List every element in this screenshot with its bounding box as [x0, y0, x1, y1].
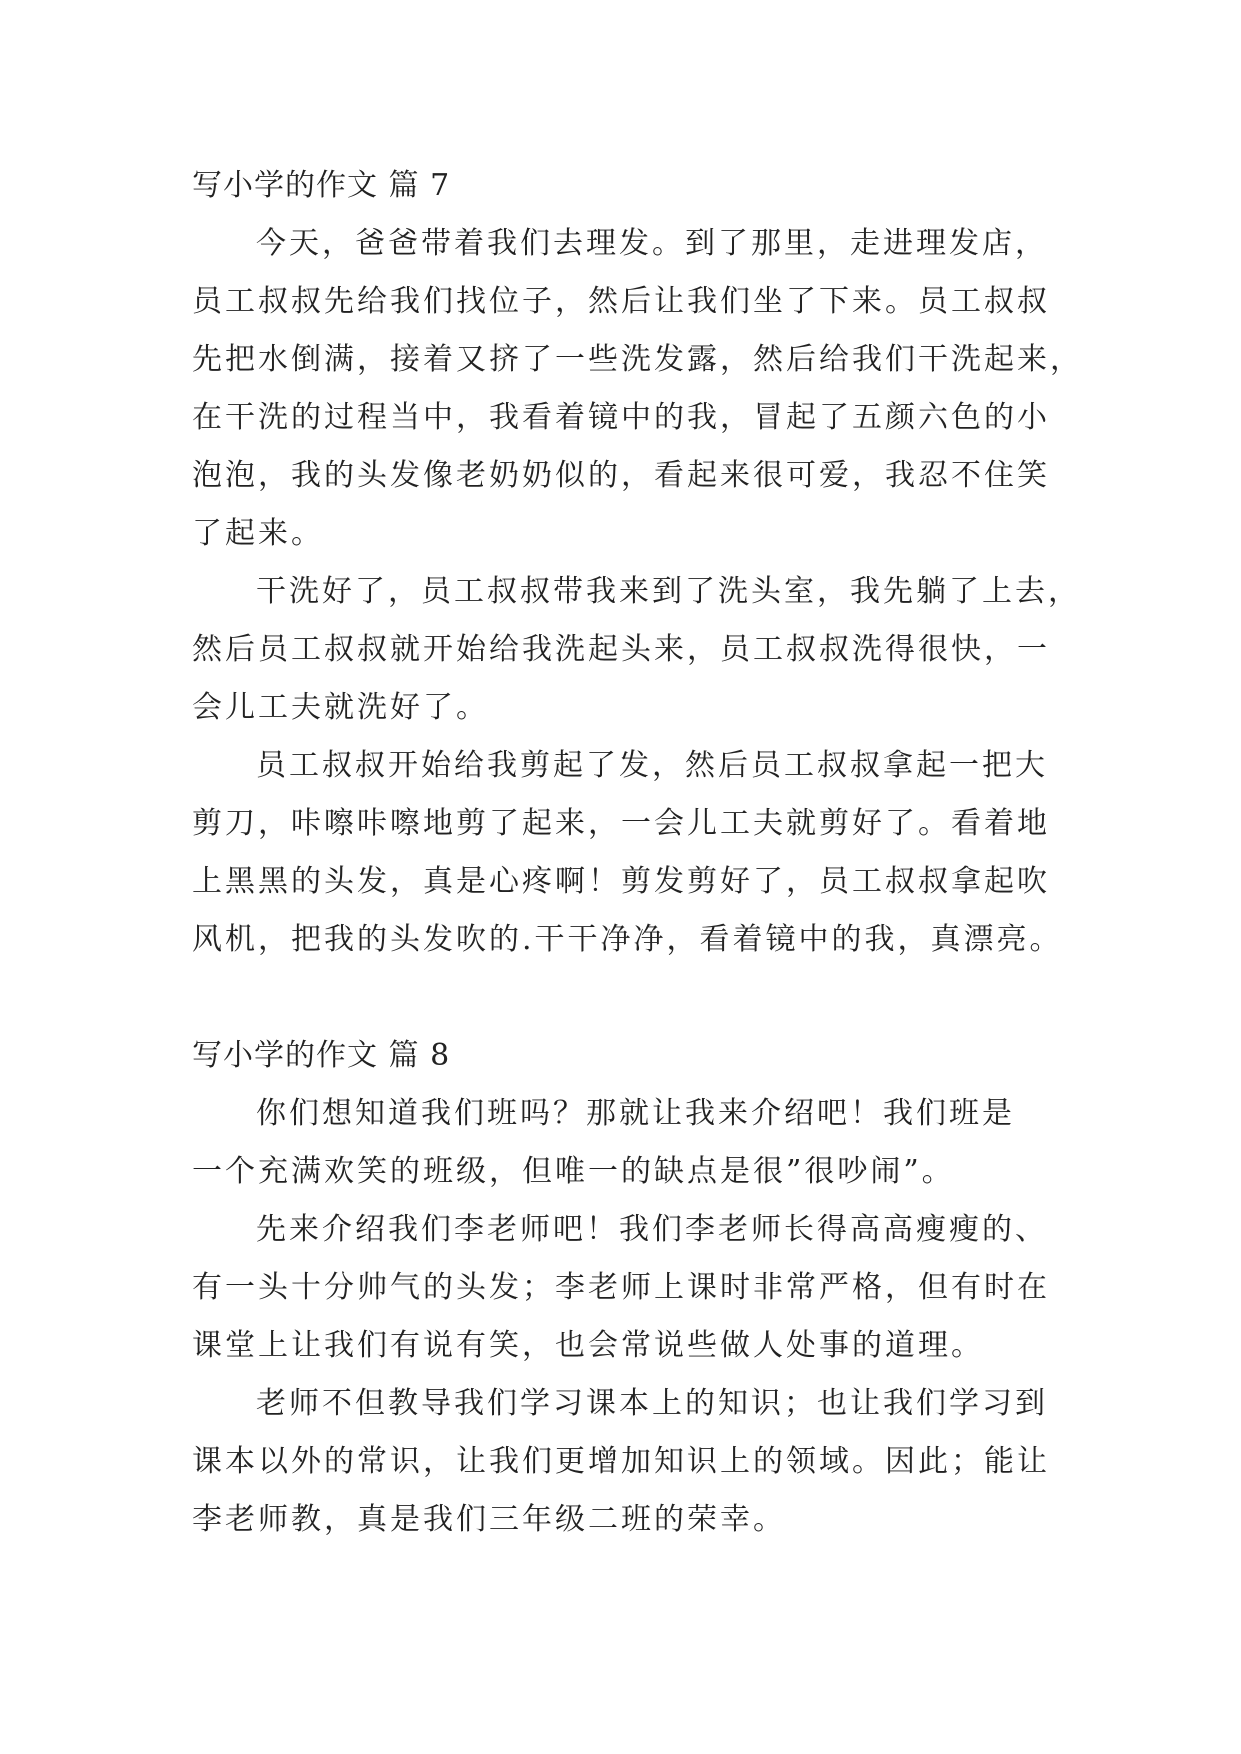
paragraph-line: 有一头十分帅气的头发；李老师上课时非常严格，但有时在	[192, 1270, 1050, 1305]
paragraph-line: 了起来。	[192, 516, 324, 551]
paragraph-line: 上黑黑的头发，真是心疼啊！剪发剪好了，员工叔叔拿起吹	[192, 864, 1050, 899]
paragraph-line: 在干洗的过程当中，我看着镜中的我，冒起了五颜六色的小	[192, 400, 1050, 435]
paragraph-line: 剪刀，咔嚓咔嚓地剪了起来，一会儿工夫就剪好了。看着地	[192, 806, 1050, 841]
paragraph-line: 员工叔叔先给我们找位子，然后让我们坐了下来。员工叔叔	[192, 284, 1050, 319]
paragraph-line: 一个充满欢笑的班级，但唯一的缺点是很”很吵闹”。	[192, 1154, 955, 1189]
paragraph-line: 泡泡，我的头发像老奶奶似的，看起来很可爱，我忍不住笑	[192, 458, 1050, 493]
paragraph-line: 课本以外的常识，让我们更增加知识上的领域。因此；能让	[192, 1444, 1050, 1479]
paragraph-line: 先把水倒满，接着又挤了一些洗发露，然后给我们干洗起来，	[192, 342, 1083, 377]
paragraph-line: 老师不但教导我们学习课本上的知识；也让我们学习到	[256, 1386, 1048, 1421]
paragraph-line: 干洗好了，员工叔叔带我来到了洗头室，我先躺了上去，	[256, 574, 1081, 609]
paragraph-line: 然后员工叔叔就开始给我洗起头来，员工叔叔洗得很快，一	[192, 632, 1050, 667]
paragraph-line: 你们想知道我们班吗？那就让我来介绍吧！我们班是	[256, 1096, 1015, 1131]
section-heading: 写小学的作文 篇 8	[192, 1038, 451, 1073]
paragraph-line: 风机，把我的头发吹的.干干净净，看着镜中的我，真漂亮。	[192, 922, 1063, 957]
paragraph-line: 员工叔叔开始给我剪起了发，然后员工叔叔拿起一把大	[256, 748, 1048, 783]
paragraph-line: 会儿工夫就洗好了。	[192, 690, 489, 725]
paragraph-line: 李老师教，真是我们三年级二班的荣幸。	[192, 1502, 786, 1537]
paragraph-line: 课堂上让我们有说有笑，也会常说些做人处事的道理。	[192, 1328, 984, 1363]
section-heading: 写小学的作文 篇 7	[192, 168, 451, 203]
paragraph-line: 先来介绍我们李老师吧！我们李老师长得高高瘦瘦的、	[256, 1212, 1048, 1247]
paragraph-line: 今天，爸爸带着我们去理发。到了那里，走进理发店，	[256, 226, 1048, 261]
